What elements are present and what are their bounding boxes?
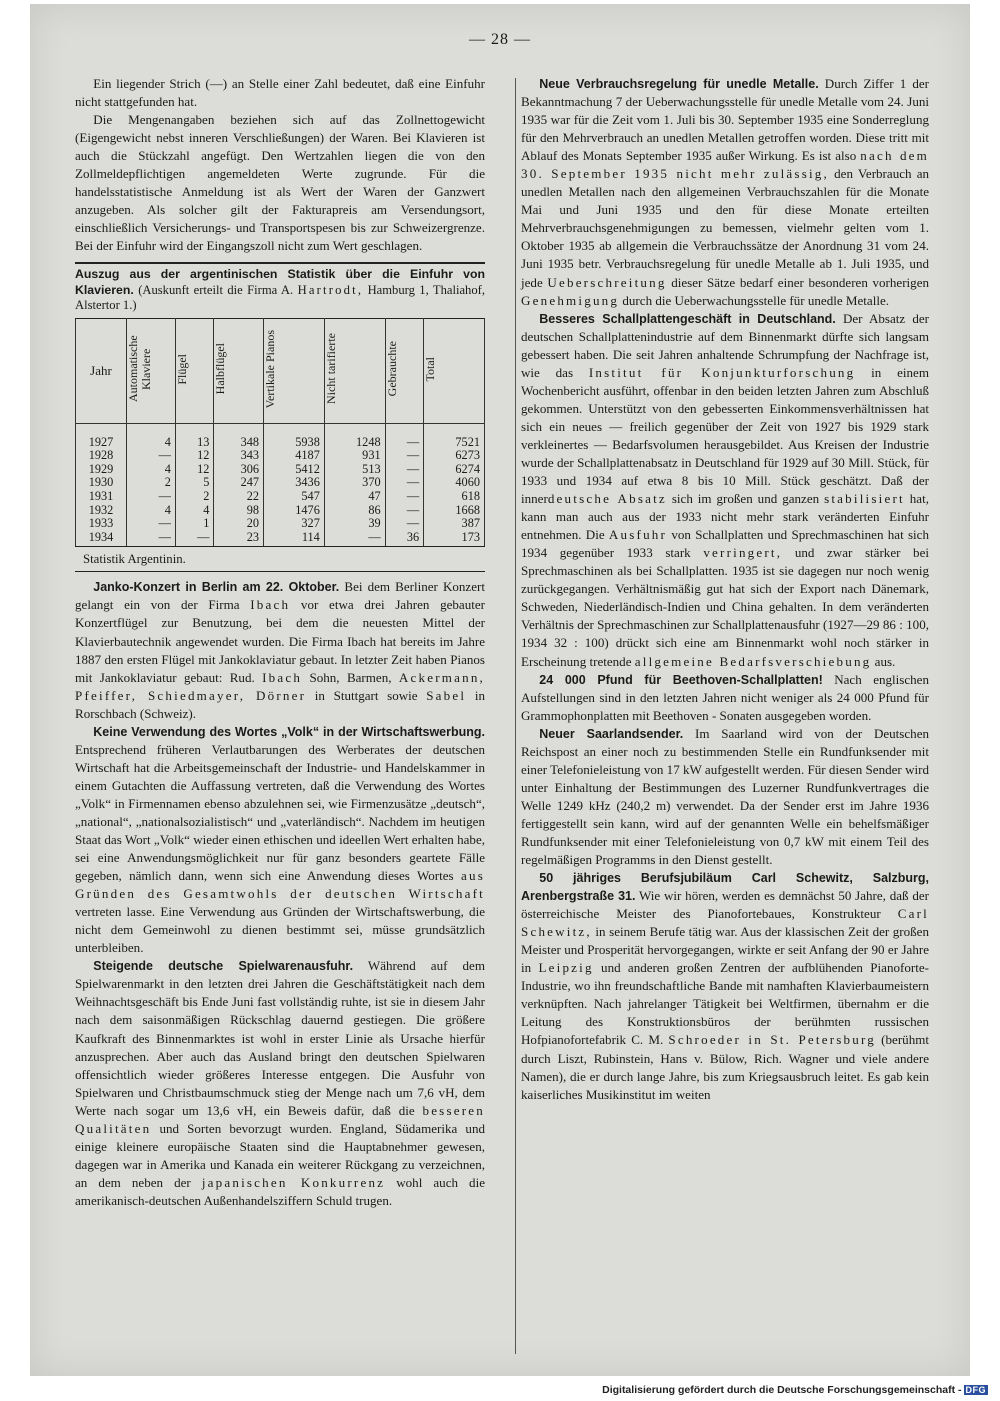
table-row — [76, 476, 485, 490]
table-cell: 1 — [175, 517, 214, 531]
table-cell: 2 — [127, 476, 176, 490]
table-cell: 348 — [214, 423, 264, 449]
table-row — [76, 423, 485, 449]
table-row — [76, 504, 485, 518]
column-header: Flügel — [175, 318, 214, 423]
table-row — [76, 490, 485, 504]
table-cell: 1668 — [424, 504, 485, 518]
table-cell: — — [385, 449, 424, 463]
table-cell: 39 — [324, 517, 385, 531]
box-bottom-rule — [75, 571, 485, 572]
article-schewitz: 50 jähriges Berufsjubiläum Carl Schewitz, Salzburg, Arenbergstraße 31. Wie wir hören, werden es demnächst 50 Jahre, daß der österreichische Meister des Pianofortebaues, Konstrukteur Carl Schewitz, in seinem Berufe tätig war. Aus der klassischen Zeit der großen Meister und Prosperität hervorgegangen, wirkte er seit Anfang der 90 er Jahre in Leipzig und anderen großen Zentren der aufblühenden Pianoforte-Industrie, wo ihn freundschaftliche Bande mit namhaften Klavierbaumeistern verknüpften. Nach jahrelanger Tätigkeit bei Weltfirmen, übernahm er die Leitung des Konstruktionsbüros der berühmten russischen Hofpianofortefabrik C. M. Schroeder in St. Petersburg (berühmt durch Liszt, Rubinstein, Hans v. Bülow, Rich. Wagner und viele andere Namen), die er durch lange Jahre, bis zum Kriegsausbruch leitet. Es gab kein kaiserliches Musikinstitut im weiten — [521, 871, 930, 1102]
article-spielwaren: Steigende deutsche Spielwarenausfuhr. Während auf dem Spielwarenmarkt in den letzten drei Jahren die Geschäftstätigkeit nach dem Weihnachtsgeschäft bis Ende Juni fast vollständig ruhte, ist sie in diesem Jahr nach dem saisonmäßigen Rückschlag dauernd gestiegen. Die größere Kaufkraft des Binnenmarktes ist wohl in erster Linie als Ursache hierfür anzusprechen. Aber auch das Ausland bringt den deutschen Spielwaren offensichtlich wieder größeres Interesse entgegen. Die Ausfuhr von Spielwaren und Christbaumschmuck stieg der Menge nach um 7,6 vH, dem Werte nach sogar um 13,6 vH, ein Beweis dafür, daß die besseren Qualitäten und Sorten bevorzugt wurden. England, Südamerika und einige kleinere europäische Staaten sind die Hauptabnehmer gewesen, dagegen war in Amerika und Kanada ein weiterer Rückgang zu verzeichnen, an dem neben der japanischen Konkurrenz wohl auch die amerikanisch-deutschen Außenhandelsziffern Schuld trugen. — [75, 958, 485, 1208]
table-cell: — — [385, 504, 424, 518]
table-cell: 1930 — [76, 476, 127, 490]
article-volk: Keine Verwendung des Wortes „Volk“ in der Wirtschaftswerbung. Entsprechend früheren Verlautbarungen des Werberates der deutschen Wirtschaft hat die Arbeitsgemeinschaft der Industrie- und Handelskammer in einem Gutachten die Auffassung vertreten, daß die Verwendung des Wortes „Volk“ in Firmennamen ebenso abzulehnen sei, wie Firmenzusätze „deutsch“, „national“, „nationalsozialistisch“ und „vaterländisch“. Nachdem im heutigen Staat das Wort „Volk“ wieder einen ethischen und ideellen Wert erhalten habe, sei eine Anwendungsmöglichkeit nur für ganz besonders geartete Fälle gegeben, nämlich dann, wenn sich eine Anwendung dieses Wortes aus Gründen des Gesamtwohls der deutschen Wirtschaft vertreten lasse. Eine Verwendung aus Gründen der Wirtschaftswerbung, die nicht dem Gemeinwohl zu dienen bestimmt sei, müsse grundsätzlich unterbleiben. — [75, 724, 485, 956]
table-cell: 1931 — [76, 490, 127, 504]
box-top-rule — [75, 262, 485, 264]
scanned-page — [30, 4, 970, 1376]
table-cell: 22 — [214, 490, 264, 504]
table-cell: 47 — [324, 490, 385, 504]
table-row — [76, 531, 485, 547]
table-cell: — — [324, 531, 385, 547]
article-saarland: Neuer Saarlandsender. Im Saarland wird von der Deutschen Reichspost an einer noch zu bestimmenden Stelle ein Rundfunksender mit einer Telefonieleistung von 17 kW aufgestellt werden. Für diesen Sender wird unter Einhaltung der Bestimmungen des Luzerner Rundfunkvertrages die Welle 1249 kHz (240,2 m) verwendet. Da der Sender erst im Jahre 1936 fertiggestellt sein kann, wird auf der genannten Welle ein behelfsmäßiger Rundfunksender mit einer Telefonieleistung von 0,7 kW mit einem Teil des regelmäßigen Programms in den Dienst gestellt. — [521, 725, 930, 868]
import-statistics-table — [75, 318, 485, 547]
column-header: Halbflügel — [214, 318, 264, 423]
table-cell: 13 — [175, 423, 214, 449]
table-cell: 5412 — [264, 463, 325, 477]
table-cell: 6274 — [424, 463, 485, 477]
column-header: Gebrauchte — [385, 318, 424, 423]
table-cell: 513 — [324, 463, 385, 477]
table-cell: 1932 — [76, 504, 127, 518]
article-schallplatten: Besseres Schallplattengeschäft in Deutschland. Der Absatz der deutschen Schallplattenindustrie auf dem Binnenmarkt dürfte sich langsam gebessert haben. Die seit Jahren anhaltende Schrumpfung der Nachfrage ist, wie das Institut für Konjunkturforschung in einem Wochenbericht ausführt, offenbar in den beiden letzten Jahren zum Abschluß gekommen. Unterstützt von den gebesserten Einkommensverhältnissen hat sich ein neues — freilich gegenüber der Zeit von 1927 bis 1929 stark verkleinertes — Bedarfsvolumen herausgebildet. Aus Kreisen der Industrie wurde der Schallplattenabsatz in Deutschland für 1929 auf 30 Mill. Stück, für 1933 und 1934 auf etwa 8 bis 10 Mill. Stück geschätzt. Daß der innerdeutsche Absatz sich im großen und ganzen stabilisiert hat, kann man auch aus der 1933 nicht mehr stark veränderten Einfuhr entnehmen. Die Ausfuhr von Schallplatten und Sprechmaschinen hat sich 1934 gegenüber 1933 stark verringert, und zwar stärker bei Sprechmaschinen als bei Schallplatten. 1935 ist sie dagegen nur noch wenig zurückgegangen. Verhältnismäßig gut hat sich der Export nach Dänemark, Schweden, Niederländisch-Indien und China gehalten. In dem veränderten Verhältnis der Sprechmaschinen zur Schallplattenausfuhr (1927—29 86 : 100, 1934 32 : 100) drückt sich eine am Binnenmarkt wohl noch stärker in Erscheinung tretende allgemeine Bedarfsverschiebung aus. — [521, 310, 929, 669]
table-cell: 1928 — [76, 449, 127, 463]
column-header: Jahr — [76, 318, 127, 423]
table-row — [76, 517, 485, 531]
statistics-box-title: Auszug aus der argentinischen Statistik über die Einfuhr von Klavieren. (Auskunft erteilt die Firma A. Hartrodt, Hamburg 1, Thaliahof, Alstertor 1.) — [75, 267, 485, 313]
table-source: Statistik Argentinin. — [83, 552, 186, 567]
table-cell: 547 — [264, 490, 325, 504]
table-cell: 4060 — [424, 476, 485, 490]
table-cell: 931 — [324, 449, 385, 463]
table-cell: 1929 — [76, 463, 127, 477]
table-cell: 3436 — [264, 476, 325, 490]
table-cell: 4 — [127, 423, 176, 449]
table-cell: 6273 — [424, 449, 485, 463]
intro-paragraph-2: Die Mengenangaben beziehen sich auf das Zollnettogewicht (Eigengewicht nebst inneren Verschließungen) der Waren. Bei Klavieren ist auch die Stückzahl angefügt. Den Wertzahlen liegen die von den Zollmeldepflichtigen angemeldeten Werte zugrunde. Für die handelsstatistische Anmeldung ist als Wert der Waren der Ganzwert anzugeben. Als solcher gilt der Fakturapreis am Versendungsort, einschließlich Versicherungs- und Transportspesen bis zur Schweizergrenze. Bei der Einfuhr wird der Eingangszoll nicht zum Wert geschlagen. — [75, 112, 485, 254]
table-cell: 387 — [424, 517, 485, 531]
table-cell: 4 — [127, 463, 176, 477]
digitization-credit: Digitalisierung gefördert durch die Deutsche Forschungsgemeinschaft - DFG — [602, 1384, 986, 1396]
table-cell: — — [175, 531, 214, 547]
table-cell: 306 — [214, 463, 264, 477]
table-cell: 1927 — [76, 423, 127, 449]
table-cell: 2 — [175, 490, 214, 504]
dfg-logo: DFG — [965, 1385, 986, 1395]
table-row — [76, 449, 485, 463]
table-cell: 4 — [127, 504, 176, 518]
table-cell: — — [127, 490, 176, 504]
right-column — [521, 75, 929, 1104]
table-header-row — [76, 318, 485, 423]
table-cell: 4187 — [264, 449, 325, 463]
table-cell: 12 — [175, 449, 214, 463]
column-header: Nicht tarifierte — [324, 318, 385, 423]
table-cell: — — [127, 449, 176, 463]
table-cell: 618 — [424, 490, 485, 504]
table-cell: — — [385, 423, 424, 449]
table-cell: 343 — [214, 449, 264, 463]
table-cell: 1248 — [324, 423, 385, 449]
table-cell: 370 — [324, 476, 385, 490]
table-cell: — — [385, 490, 424, 504]
table-cell: 1933 — [76, 517, 127, 531]
table-cell: — — [127, 517, 176, 531]
table-cell: 173 — [424, 531, 485, 547]
column-header: Total — [424, 318, 485, 423]
table-cell: 36 — [385, 531, 424, 547]
article-beethoven: 24 000 Pfund für Beethoven-Schallplatten! Nach englischen Aufstellungen sind in den letzten Jahren nicht weniger als 24 000 Pfund für Grammophonplatten mit Beethoven - Sonaten ausgegeben worden. — [521, 671, 929, 723]
table-cell: 23 — [214, 531, 264, 547]
left-column — [75, 75, 485, 1210]
column-header: Automatische Klaviere — [127, 318, 176, 423]
column-divider — [515, 78, 516, 1354]
table-cell: 4 — [175, 504, 214, 518]
table-cell: 114 — [264, 531, 325, 547]
table-cell: — — [127, 531, 176, 547]
table-cell: — — [385, 476, 424, 490]
page-number: — 28 — — [469, 31, 531, 48]
article-metalle: Neue Verbrauchsregelung für unedle Metalle. Durch Ziffer 1 der Bekanntmachung 7 der Ueberwachungsstelle für unedle Metalle vom 24. Juni 1935 war für die Zeit vom 1. Juli bis 30. September 1935 eine Sonderreglung für den Mehrverbrauch an unedlen Metallen getroffen worden. Diese tritt mit Ablauf des Monats September 1935 außer Wirkung. Es ist also nach dem 30. September 1935 nicht mehr zulässig, den Verbrauch an unedlen Metallen nach den allgemeinen Verbrauchszahlen für die Monate Mai und Juni 1935 und den für diese Monate erteilten Mehrverbrauchsgenehmigungen zu bemessen, vielmehr gelten vom 1. Oktober 1935 ab allgemein die Verbrauchssätze der Anordnung 31 vom 24. Juni 1935 betr. Verbrauchsregelung für unedle Metalle ab 1. Juli 1935, und jede Ueberschreitung dieser Sätze bedarf einer besonderen vorherigen Genehmigung durch die Ueberwachungsstelle für unedle Metalle. — [521, 76, 930, 308]
table-row — [76, 463, 485, 477]
table-cell: 7521 — [424, 423, 485, 449]
table-cell: — — [385, 517, 424, 531]
table-cell: 5938 — [264, 423, 325, 449]
column-header: Vertikale Pianos — [264, 318, 325, 423]
article-janko: Janko-Konzert in Berlin am 22. Oktober. Bei dem Berliner Konzert gelangt ein von der Firma Ibach vor etwa drei Jahren gebauter Konzertflügel zur Benutzung, bei dem die neuesten Mittel der Klavierbautechnik angewendet wurden. Die Firma Ibach hat bereits im Jahre 1887 den ersten Flügel mit Jankoklaviatur gebaut. In letzter Zeit haben Pianos mit Jankoklaviatur gebaut: Rud. Ibach Sohn, Barmen, Ackermann, Pfeiffer, Schiedmayer, Dörner in Stuttgart sowie Sabel in Rorschbach (Schweiz). — [75, 579, 486, 721]
intro-paragraph-1: Ein liegender Strich (—) an Stelle einer Zahl bedeutet, daß eine Einfuhr nicht stattgefunden hat. — [75, 76, 485, 110]
table-cell: 1476 — [264, 504, 325, 518]
table-cell: 1934 — [76, 531, 127, 547]
table-cell: — — [385, 463, 424, 477]
table-cell: 20 — [214, 517, 264, 531]
table-cell: 5 — [175, 476, 214, 490]
table-cell: 98 — [214, 504, 264, 518]
table-cell: 86 — [324, 504, 385, 518]
table-cell: 247 — [214, 476, 264, 490]
table-cell: 327 — [264, 517, 325, 531]
table-cell: 12 — [175, 463, 214, 477]
